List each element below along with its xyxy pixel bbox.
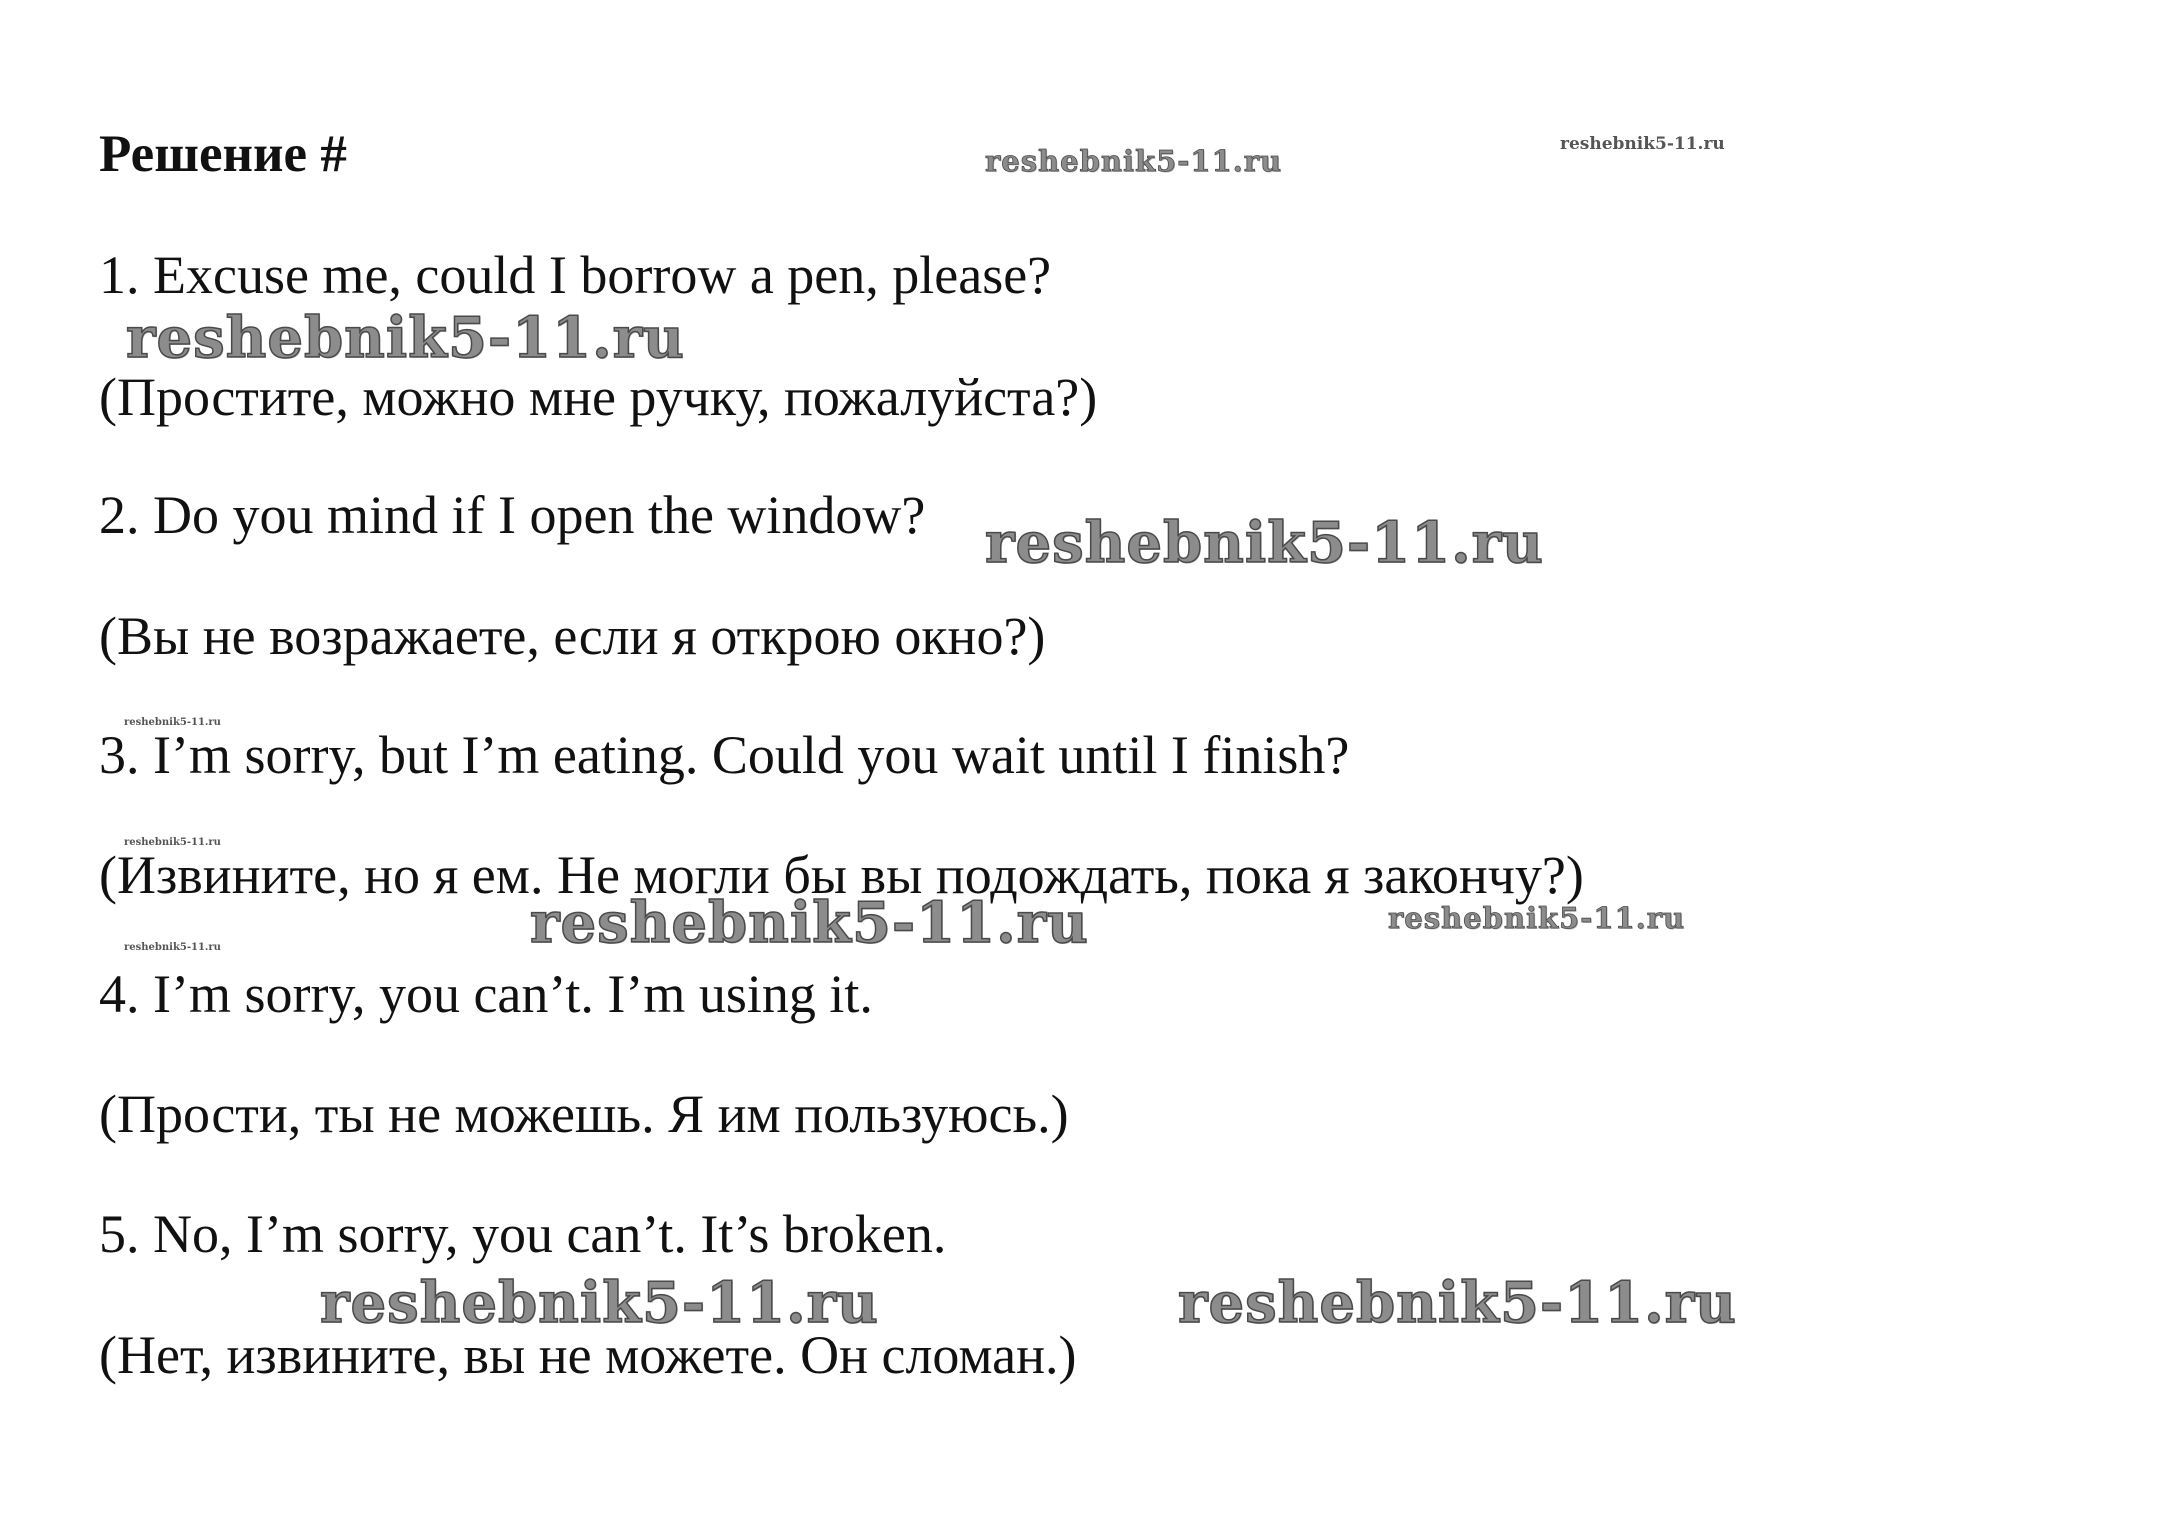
- item-5-english: 5. No, I’m sorry, you can’t. It’s broken.: [99, 1204, 947, 1264]
- item-1-russian: (Простите, можно мне ручку, пожалуйста?): [99, 367, 1098, 427]
- page-heading: Решение #: [99, 125, 347, 183]
- watermark: reshebnik5-11.ru: [126, 305, 685, 371]
- watermark: reshebnik5-11.ru: [530, 890, 1089, 956]
- watermark: reshebnik5-11.ru: [985, 144, 1283, 178]
- item-2-english: 2. Do you mind if I open the window?: [99, 485, 926, 545]
- item-3-russian: (Извините, но я ем. Не могли бы вы подождать, пока я закончу?): [99, 845, 1584, 905]
- item-3-english: 3. I’m sorry, but I’m eating. Could you wait until I finish?: [99, 725, 1350, 785]
- watermark: reshebnik5-11.ru: [1388, 901, 1686, 935]
- watermark: reshebnik5-11.ru: [1560, 134, 1725, 154]
- watermark: reshebnik5-11.ru: [985, 510, 1544, 576]
- item-4-english: 4. I’m sorry, you can’t. I’m using it.: [99, 964, 873, 1024]
- watermark: reshebnik5-11.ru: [320, 1270, 879, 1336]
- watermark: reshebnik5-11.ru: [1178, 1270, 1737, 1336]
- item-1-english: 1. Excuse me, could I borrow a pen, please?: [99, 245, 1052, 305]
- item-2-russian: (Вы не возражаете, если я открою окно?): [99, 606, 1046, 666]
- watermark: reshebnik5-11.ru: [124, 837, 221, 848]
- watermark: reshebnik5-11.ru: [124, 942, 221, 953]
- watermark: reshebnik5-11.ru: [124, 717, 221, 728]
- item-4-russian: (Прости, ты не можешь. Я им пользуюсь.): [99, 1084, 1069, 1144]
- item-5-russian: (Нет, извините, вы не можете. Он сломан.): [99, 1325, 1077, 1385]
